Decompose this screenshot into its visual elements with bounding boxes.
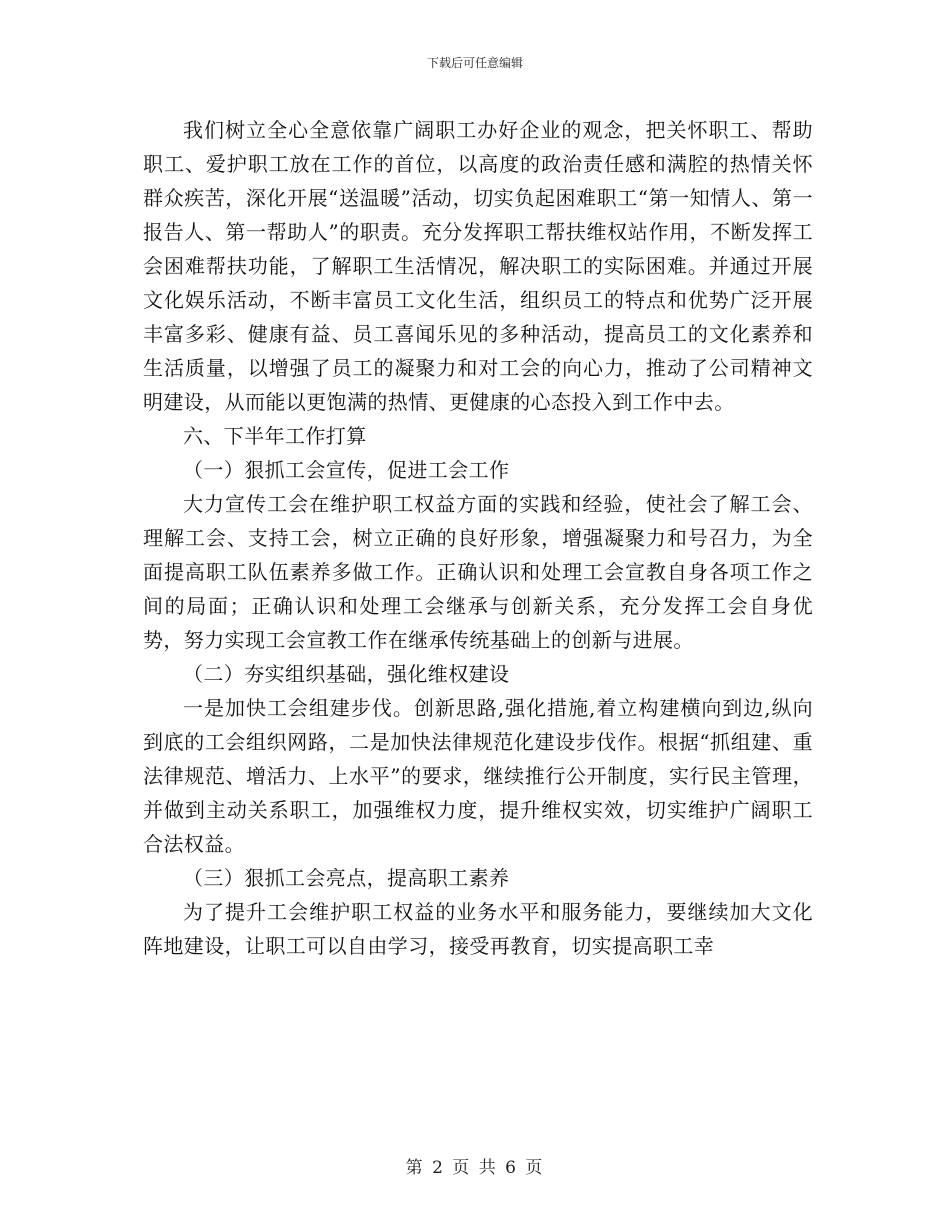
paragraph-care-for-workers: 我们树立全心全意依靠广阔职工办好企业的观念，把关怀职工、帮助职工、爱护职工放在工作的首位，以高度的政治责任感和满腔的热情关怀群众疾苦，深化开展“送温暖”活动，切实负起困难职工“第一知情人、第一报告人、第一帮助人”的职责。充分发挥职工帮扶维权站作用，不断发挥工会困难帮扶功能，了解职工生活情况，解决职工的实际困难。并通过开展文化娱乐活动，不断丰富员工文化生活，组织员工的特点和优势广泛开展丰富多彩、健康有益、员工喜闻乐见的多种活动，提高员工的文化素养和生活质量，以增强了员工的凝聚力和对工会的向心力，推动了公司精神文明建设，从而能以更饱满的热情、更健康的心态投入到工作中去。 xyxy=(143,118,813,414)
subsection-heading-highlights: （三）狠抓工会亮点，提高职工素养 xyxy=(183,866,510,890)
page-number: 第 2 页 共 6 页 xyxy=(405,1158,545,1178)
page-header: 下载后可任意编辑 xyxy=(426,56,523,70)
paragraph-organization: 一是加快工会组建步伐。创新思路,强化措施,着立构建横向到边,纵向到底的工会组织网路，二是加快法律规范化建设步伐作。根据“抓组建、重法律规范、增活力、上水平”的要求，继续推行公开制度，实行民主管理，并做到主动关系职工，加强维权力度，提升维权实效，切实维护广阔职工合法权益。 xyxy=(143,696,813,856)
section-heading-plan: 六、下半年工作打算 xyxy=(183,424,367,448)
subsection-heading-publicity: （一）狠抓工会宣传，促进工会工作 xyxy=(183,458,510,482)
subsection-heading-organization: （二）夯实组织基础，强化维权建设 xyxy=(183,662,510,686)
paragraph-publicity: 大力宣传工会在维护职工权益方面的实践和经验，使社会了解工会、理解工会、支持工会，树立正确的良好形象，增强凝聚力和号召力，为全面提高职工队伍素养多做工作。正确认识和处理工会宣教自身各项工作之间的局面；正确认识和处理工会继承与创新关系，充分发挥工会自身优势，努力实现工会宣教工作在继承传统基础上的创新与进展。 xyxy=(143,492,813,652)
paragraph-highlights: 为了提升工会维护职工权益的业务水平和服务能力，要继续加大文化阵地建设，让职工可以自由学习，接受再教育，切实提高职工幸 xyxy=(143,900,813,958)
document-body xyxy=(143,113,813,963)
